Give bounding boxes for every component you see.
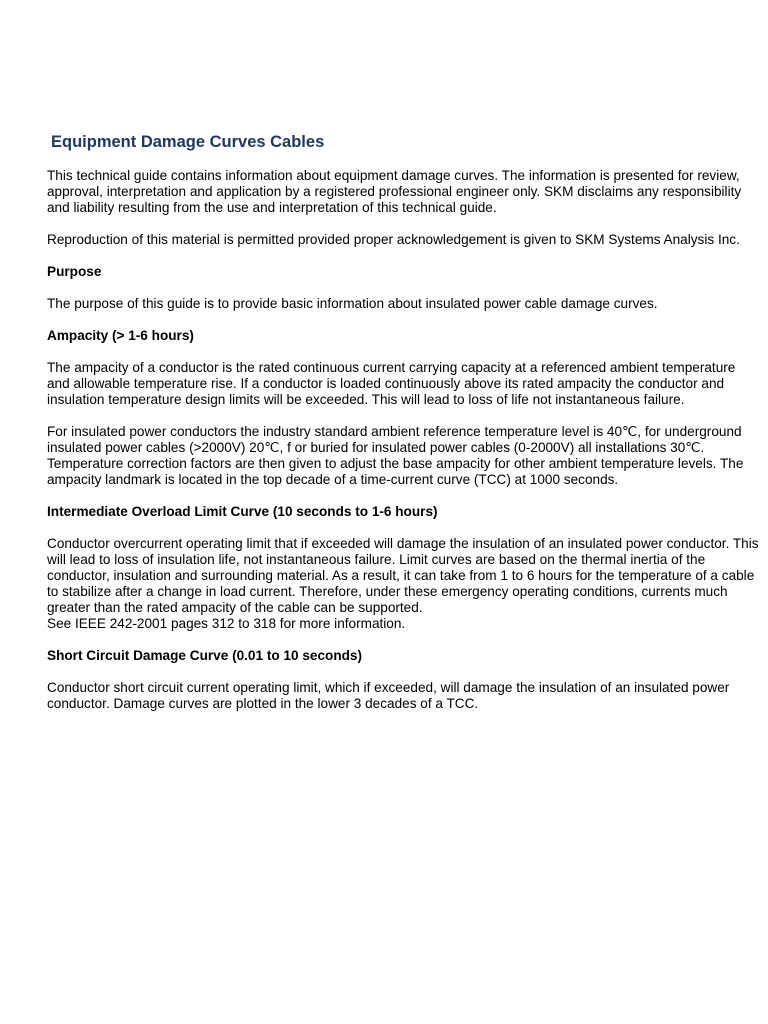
ampacity-paragraph-2: For insulated power conductors the industry standard ambient reference temperature level is 40℃, for underground insulated power cables (>2000V) 20℃, f or buried for insulated power cables (0-2000V) all installations 30℃. Temperature correction factors are then given to adjust the base ampacity for other ambient temperature levels. The ampacity landmark is located in the top decade of a time-current curve (TCC) at 1000 seconds. [47,424,744,487]
intermediate-overload-text: Conductor overcurrent operating limit that if exceeded will damage the insulation of an insulated power conductor. This will lead to loss of insulation life, not instantaneous failure. Limit curves are based on the thermal inertia of the conductor, insulation and surrounding material. As a result, it can take from 1 to 6 hours for the temperature of a cable to stabilize after a change in load current. Therefore, under these emergency operating conditions, currents much greater than the rated ampacity of the cable can be supported. [47,536,759,615]
intermediate-overload-paragraph [47,536,759,632]
purpose-paragraph: The purpose of this guide is to provide basic information about insulated power cable damage curves. [47,296,658,311]
purpose-heading: Purpose [47,264,102,279]
ampacity-paragraph-1: The ampacity of a conductor is the rated continuous current carrying capacity at a referenced ambient temperature and allowable temperature rise. If a conductor is loaded continuously above its rated ampacity the conductor and insulation temperature design limits will be exceeded. This will lead to loss of life not instantaneous failure. [47,360,736,407]
short-circuit-heading: Short Circuit Damage Curve (0.01 to 10 seconds) [47,648,363,663]
document-body [47,168,759,728]
page-title: Equipment Damage Curves Cables [51,133,325,151]
intro-paragraph-1: This technical guide contains information about equipment damage curves. The information is presented for review, approval, interpretation and application by a registered professional engineer only. SKM disclaims any responsibility and liability resulting from the use and interpretation of this technical guide. [47,168,742,215]
intermediate-overload-heading: Intermediate Overload Limit Curve (10 seconds to 1-6 hours) [47,504,438,519]
ampacity-heading: Ampacity (> 1-6 hours) [47,328,194,343]
intro-paragraph-2: Reproduction of this material is permitted provided proper acknowledgement is given to SKM Systems Analysis Inc. [47,232,740,247]
short-circuit-paragraph: Conductor short circuit current operating limit, which if exceeded, will damage the insulation of an insulated power conductor. Damage curves are plotted in the lower 3 decades of a TCC. [47,680,730,711]
ieee-reference-text: See IEEE 242-2001 pages 312 to 318 for more information. [47,616,406,631]
